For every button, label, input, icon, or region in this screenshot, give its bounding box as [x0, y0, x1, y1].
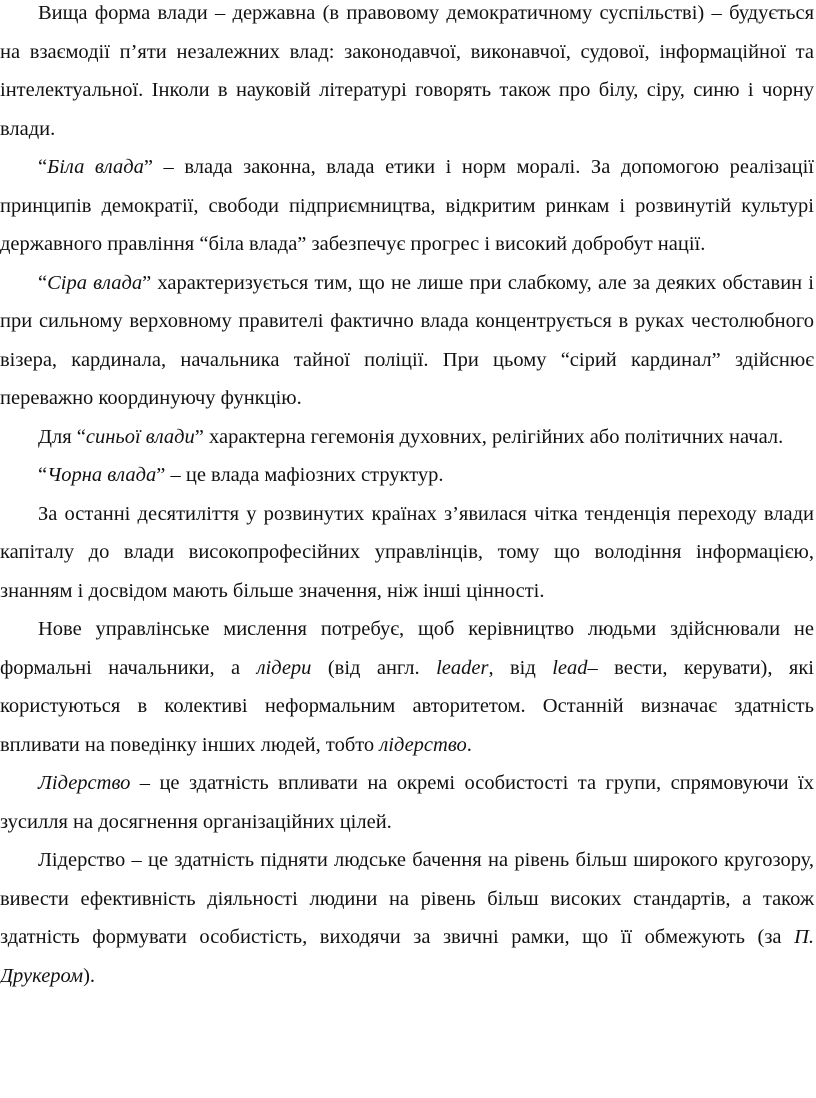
paragraph-text: ” характеризується тим, що не лише при слабкому, але за деяких обставин і при сильному верховному правителі фактично влада концентрується в руках честолюбного візера, кардинала, начальника тайної поліції. При цьому “сірий кардинал” здійснює переважно координуючу функцію.	[0, 271, 815, 409]
paragraph-text: ).	[83, 964, 96, 987]
paragraph-blue-power	[0, 418, 814, 457]
paragraph-text: ” – влада законна, влада етики і норм моралі. За допомогою реалізації принципів демократії, свободи підприємництва, відкритим ринкам і розвинутій культурі державного правління “біла влада” забезпечує прогрес і високий добробут нації.	[0, 156, 814, 255]
italic-term: синьої влади	[85, 425, 195, 448]
paragraph-text: “	[38, 271, 48, 294]
paragraph-managers-trend	[0, 495, 814, 611]
paragraph-text: Нове управлінське мислення потребує, щоб керівництво людьми здійснювали не формальні начальники, а	[0, 618, 814, 679]
italic-term: leader	[436, 656, 489, 679]
paragraph-text: (від англ.	[311, 656, 437, 679]
paragraph-text: Лідерство – це здатність підняти людське бачення на рівень більш широкого кругозору, вивести ефективність діяльності людини на рівень більш високих стандартів, а також здатність формувати особистість, виходячи за звичні рамки, що її обмежують (за	[0, 849, 814, 948]
paragraph-grey-power	[0, 264, 814, 418]
paragraph-text: Вища форма влади – державна (в правовому демократичному суспільстві) – будується на взаємодії п’яти незалежних влад: законодавчої, виконавчої, судової, інформаційної та інтелектуальної. Інколи в науковій літературі говорять також про білу, сіру, синю і чорну влади.	[0, 2, 814, 140]
italic-term: П. Друкером	[0, 926, 814, 987]
italic-term: лідерство	[379, 733, 467, 756]
paragraph-new-management-thinking	[0, 610, 814, 764]
paragraph-text: ” – це влада мафіозних структур.	[156, 464, 444, 486]
italic-term: lead	[552, 656, 588, 679]
paragraph-text: , від	[488, 656, 553, 679]
paragraph-text: ” характерна гегемонія духовних, релігійних або політичних начал.	[194, 425, 784, 448]
italic-term: Чорна влада	[47, 464, 157, 486]
paragraph-text: “	[38, 464, 48, 486]
paragraph-text: За останні десятиліття у розвинутих країнах з’явилася чітка тенденція переходу влади капіталу до влади високопрофесійних управлінців, тому що володіння інформацією, знанням і досвідом мають більше значення, ніж інші цінності.	[0, 502, 814, 602]
italic-term: лідери	[256, 656, 312, 679]
paragraph-black-power	[0, 456, 814, 495]
paragraph-text: Для “	[38, 425, 86, 448]
paragraph-text: .	[466, 733, 472, 756]
italic-term: Лідерство	[38, 772, 131, 794]
paragraph-text: – вести, керувати), які користуються в колективі неформальним авторитетом. Останній визначає здатність впливати на поведінку інших людей, тобто	[0, 656, 814, 756]
italic-term: Біла влада	[47, 156, 144, 178]
italic-term: Сіра влада	[47, 271, 143, 294]
paragraph-forms-of-power	[0, 0, 814, 148]
paragraph-text: “	[38, 156, 48, 178]
paragraph-text: – це здатність впливати на окремі особистості та групи, спрямовуючи їх зусилля на досягнення організаційних цілей.	[0, 772, 814, 833]
paragraph-white-power	[0, 148, 814, 264]
paragraph-leadership-drucker	[0, 841, 814, 995]
paragraph-leadership-definition	[0, 764, 814, 841]
